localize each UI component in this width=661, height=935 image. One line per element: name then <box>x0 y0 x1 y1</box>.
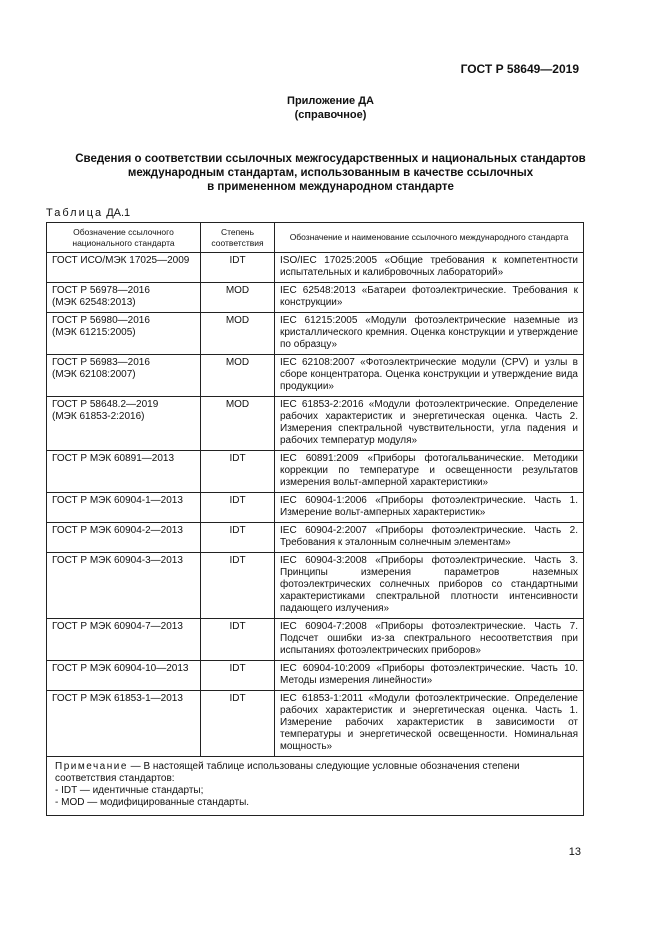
cell-national-standard <box>47 553 201 619</box>
table-row <box>47 313 584 355</box>
heading-line: Сведения о соответствии ссылочных межгосударственных и национальных стандартов <box>75 153 586 165</box>
national-standard-code: ГОСТ Р 56980—2016 <box>52 315 150 326</box>
cell-international-standard: IEC 60891:2009 «Приборы фотогальванические. Методики коррекции по температуре и освещенности результатов измерения вольт-амперной характеристики» <box>275 451 584 493</box>
cell-national-standard <box>47 493 201 523</box>
national-standard-code: ГОСТ Р 58648.2—2019 <box>52 399 159 410</box>
national-standard-code: ГОСТ Р МЭК 61853-1—2013 <box>52 693 183 704</box>
table-row <box>47 493 584 523</box>
national-standard-code: ГОСТ Р МЭК 60904-10—2013 <box>52 663 189 674</box>
table-note-row <box>47 757 584 816</box>
cell-international-standard: IEC 61215:2005 «Модули фотоэлектрические наземные из кристаллического кремния. Оценка конструкции и утверждение по образцу» <box>275 313 584 355</box>
national-standard-reference: (МЭК 62108:2007) <box>52 369 136 380</box>
cell-international-standard: IEC 60904-3:2008 «Приборы фотоэлектрические. Часть 3. Принципы измерения параметров наземных фотоэлектрических солнечных приборов со стандартными характеристиками спектральной плотности интенсивности падающего излучения» <box>275 553 584 619</box>
table-body <box>47 253 584 757</box>
note-lead: Примечание <box>55 761 128 772</box>
cell-international-standard: IEC 60904-10:2009 «Приборы фотоэлектрические. Часть 10. Методы измерения линейности» <box>275 661 584 691</box>
table-header-row <box>47 223 584 253</box>
cell-degree: IDT <box>201 619 275 661</box>
cell-degree: MOD <box>201 397 275 451</box>
document-code: ГОСТ Р 58649—2019 <box>460 62 579 76</box>
column-header-international: Обозначение и наименование ссылочного международного стандарта <box>275 223 584 253</box>
table-row <box>47 691 584 757</box>
note-paragraph <box>55 761 575 785</box>
cell-national-standard <box>47 283 201 313</box>
cell-degree: MOD <box>201 313 275 355</box>
table-note <box>47 757 584 816</box>
table-row <box>47 283 584 313</box>
national-standard-code: ГОСТ Р МЭК 60904-2—2013 <box>52 525 183 536</box>
cell-national-standard <box>47 355 201 397</box>
national-standard-reference: (МЭК 62548:2013) <box>52 297 136 308</box>
annex-title: Приложение ДА <box>287 95 374 107</box>
table-row <box>47 397 584 451</box>
table-caption <box>46 207 130 219</box>
cell-national-standard <box>47 619 201 661</box>
national-standard-reference: (МЭК 61853-2:2016) <box>52 411 145 422</box>
annex-header <box>0 94 661 122</box>
cell-national-standard <box>47 397 201 451</box>
cell-degree: IDT <box>201 661 275 691</box>
cell-degree: IDT <box>201 553 275 619</box>
cell-degree: MOD <box>201 355 275 397</box>
national-standard-code: ГОСТ Р 56978—2016 <box>52 285 150 296</box>
annex-subtitle: (справочное) <box>294 109 367 121</box>
cell-national-standard <box>47 451 201 493</box>
national-standard-code: ГОСТ Р МЭК 60904-1—2013 <box>52 495 183 506</box>
national-standard-code: ГОСТ Р 56983—2016 <box>52 357 150 368</box>
heading-line: международным стандартам, использованным в качестве ссылочных <box>127 167 534 179</box>
note-item: - IDT — идентичные стандарты; <box>55 785 204 796</box>
cell-international-standard: IEC 60904-1:2006 «Приборы фотоэлектрические. Часть 1. Измерение вольт-амперных характеристик» <box>275 493 584 523</box>
cell-international-standard: IEC 61853-2:2016 «Модули фотоэлектрические. Определение рабочих характеристик и энергетическая оценка. Часть 2. Измерения спектральной чувствительности, угла падения и рабочих температур модуля» <box>275 397 584 451</box>
column-header-degree: Степень соответствия <box>201 223 275 253</box>
cell-degree: IDT <box>201 523 275 553</box>
cell-national-standard <box>47 661 201 691</box>
table-row <box>47 451 584 493</box>
heading-line: в примененном международном стандарте <box>207 181 454 193</box>
table-row <box>47 355 584 397</box>
table-row <box>47 553 584 619</box>
cell-national-standard <box>47 253 201 283</box>
cell-international-standard: ISO/IEC 17025:2005 «Общие требования к компетентности испытательных и калибровочных лабораторий» <box>275 253 584 283</box>
column-header-national: Обозначение ссылочного национального стандарта <box>47 223 201 253</box>
table-row <box>47 619 584 661</box>
cell-degree: IDT <box>201 253 275 283</box>
table-caption-label: Таблица <box>46 207 104 219</box>
national-standard-code: ГОСТ Р МЭК 60891—2013 <box>52 453 175 464</box>
note-text: — В настоящей таблице использованы следующие условные обозначения степени соответствия стандартов: <box>55 761 520 784</box>
cell-national-standard <box>47 313 201 355</box>
cell-international-standard: IEC 61853-1:2011 «Модули фотоэлектрические. Определение рабочих характеристик и энергетическая оценка. Часть 1. Измерение рабочих характеристик в зависимости от температуры и энергетической освещенности. Номинальная мощность» <box>275 691 584 757</box>
cell-degree: MOD <box>201 283 275 313</box>
cell-international-standard: IEC 62548:2013 «Батареи фотоэлектрические. Требования к конструкции» <box>275 283 584 313</box>
table-row <box>47 253 584 283</box>
national-standard-code: ГОСТ Р МЭК 60904-3—2013 <box>52 555 183 566</box>
national-standard-code: ГОСТ ИСО/МЭК 17025—2009 <box>52 255 190 266</box>
cell-national-standard <box>47 691 201 757</box>
table-caption-number: ДА.1 <box>106 207 131 219</box>
cell-degree: IDT <box>201 691 275 757</box>
page-number: 13 <box>568 846 581 858</box>
correspondence-table <box>46 222 584 816</box>
table-row <box>47 661 584 691</box>
section-heading <box>40 152 621 194</box>
table-row <box>47 523 584 553</box>
cell-international-standard: IEC 62108:2007 «Фотоэлектрические модули (CPV) и узлы в сборе концентратора. Оценка конструкции и утверждение вида продукции» <box>275 355 584 397</box>
cell-international-standard: IEC 60904-2:2007 «Приборы фотоэлектрические. Часть 2. Требования к эталонным солнечным элементам» <box>275 523 584 553</box>
cell-national-standard <box>47 523 201 553</box>
national-standard-code: ГОСТ Р МЭК 60904-7—2013 <box>52 621 183 632</box>
note-item: - MOD — модифицированные стандарты. <box>55 797 250 808</box>
cell-degree: IDT <box>201 493 275 523</box>
cell-international-standard: IEC 60904-7:2008 «Приборы фотоэлектрические. Часть 7. Подсчет ошибки из-за спектрального несоответствия при испытаниях фотоэлектрических приборов» <box>275 619 584 661</box>
cell-degree: IDT <box>201 451 275 493</box>
national-standard-reference: (МЭК 61215:2005) <box>52 327 136 338</box>
